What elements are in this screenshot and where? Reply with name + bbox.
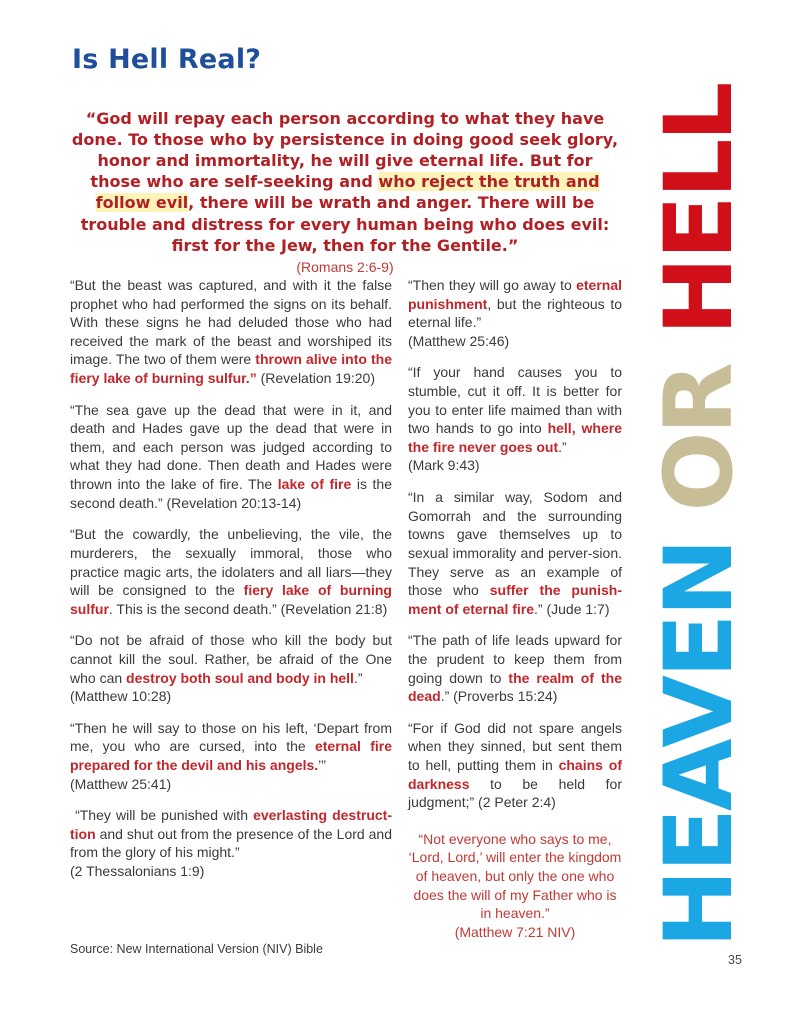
body-text: . This is the second death.” (Revelation 21:8)	[108, 600, 388, 617]
body-text: (2 Thessalonians 1:9)	[70, 863, 205, 880]
body-text: (Revelation 19:20)	[256, 370, 375, 387]
body-text: .” (Jude 1:7)	[534, 600, 610, 617]
body-text: (Matthew 25:46)	[408, 332, 510, 349]
vertical-word-heaven: HEAVEN	[645, 541, 754, 948]
scripture-paragraph	[408, 631, 622, 705]
scripture-paragraph	[70, 401, 392, 513]
page-title: Is Hell Real?	[72, 44, 262, 75]
body-text: “The sea gave up the dead that were in it, and death and Hades gave up the dead that were in them, and each person was judged according to what they had done. Then death and Hades were thrown into the lake of fire. The	[70, 401, 392, 493]
body-text: .” (Proverbs 15:24)	[440, 688, 558, 705]
body-text: “For if God did not spare angels when they sinned, but sent them to hell, putting them in	[408, 719, 622, 774]
body-text: .”	[558, 438, 567, 455]
scripture-paragraph	[70, 806, 392, 880]
vertical-word-or: OR	[645, 365, 754, 512]
scripture-paragraph	[408, 830, 622, 942]
emphasis-text: hell, where the fire never goes out	[408, 420, 623, 455]
emphasis-text: suffer the punish-ment of eternal fire	[408, 582, 622, 617]
body-text: (Matthew 10:28)	[70, 688, 172, 705]
vertical-word-hell: HELL	[645, 84, 754, 336]
intro-quote-reference: (Romans 2:6-9)	[296, 258, 394, 275]
body-text: “Not everyone who says to me, ‘Lord, Lord,’ will enter the kingdom of heaven, but only the one who does the will of my Father who is in heaven.”	[408, 830, 622, 922]
body-text: “The path of life leads upward for the prudent to keep them from going down to	[408, 632, 622, 686]
page-number: 35	[728, 953, 742, 967]
body-text: to be held for judgment;” (2 Peter 2:4)	[408, 775, 622, 811]
scripture-paragraph	[408, 276, 622, 350]
right-column	[408, 276, 622, 955]
intro-quote-block	[70, 108, 620, 275]
highlighted-text: who reject the truth and follow evil	[95, 172, 600, 213]
scripture-paragraph	[408, 719, 622, 812]
emphasis-text: eternal punishment	[408, 277, 622, 312]
body-text: (Matthew 25:41)	[70, 775, 172, 792]
body-text: “Then he will say to those on his left, ‘Depart from me, you who are cursed, into the	[70, 719, 392, 755]
emphasis-text: destroy both soul and body in hell	[126, 669, 354, 686]
emphasis-text: thrown alive into the fiery lake of burning sulfur.”	[70, 351, 392, 387]
emphasis-text: everlasting destruct-tion	[70, 807, 392, 842]
intro-quote-text	[70, 108, 620, 256]
scripture-paragraph	[408, 363, 622, 475]
heaven-or-hell-vertical-banner	[645, 84, 754, 948]
body-text: , but the righteous to eternal life.”	[408, 295, 622, 331]
body-text: ’”	[318, 757, 326, 774]
body-text: (Mark 9:43)	[408, 457, 480, 474]
scripture-paragraph	[70, 719, 392, 793]
body-text: .”	[353, 669, 363, 686]
body-text: , there will be wrath and anger. There will be trouble and distress for every human being who does evil: first for the Jew, then for the Gentile.”	[80, 193, 610, 255]
emphasis-text: lake of fire	[277, 476, 352, 493]
body-text: “In a similar way, Sodom and Gomorrah and the surrounding towns gave themselves up to sexual immorality and perver-sion. They serve as an example of those who	[408, 489, 622, 599]
body-text: is the second death.” (Revelation 20:13-14)	[70, 476, 392, 511]
emphasis-text: fiery lake of burning sulfur	[70, 582, 392, 617]
left-column	[70, 276, 392, 955]
emphasis-text: eternal fire prepared for the devil and his angels.	[70, 738, 392, 774]
source-note: Source: New International Version (NIV) Bible	[70, 942, 323, 956]
body-text: “But the cowardly, the unbelieving, the vile, the murderers, the sexually immoral, those who practice magic arts, the idolaters and all liars—they will be consigned to the	[70, 526, 392, 599]
body-text: “God will repay each person according to what they have done. To those who by persistence in doing good seek glory, honor and immortality, he will give eternal life. But for those who are self-seeking and	[71, 109, 619, 192]
body-text: “Do not be afraid of those who kill the body but cannot kill the soul. Rather, be afraid of the One who can	[70, 632, 392, 686]
body-text: “Then they will go away to	[408, 277, 577, 293]
emphasis-text: chains of darkness	[408, 757, 622, 792]
scripture-paragraph	[408, 488, 622, 618]
body-text: “They will be punished with	[70, 807, 254, 824]
body-text: (Matthew 7:21 NIV)	[454, 923, 576, 940]
body-text: and shut out from the presence of the Lord and from the glory of his might.”	[70, 825, 392, 861]
emphasis-text: the realm of the dead	[408, 669, 622, 705]
body-text: “If your hand causes you to stumble, cut it off. It is better for you to enter life maimed than with two hands to go into	[408, 364, 622, 437]
scripture-paragraph	[70, 631, 392, 705]
body-text: “But the beast was captured, and with it the false prophet who had performed the signs on its behalf. With these signs he had deluded those who had received the mark of the beast and worshiped its image. The two of them were	[70, 277, 392, 368]
scripture-paragraph	[70, 276, 392, 388]
scripture-columns	[70, 276, 622, 955]
scripture-paragraph	[70, 525, 392, 618]
